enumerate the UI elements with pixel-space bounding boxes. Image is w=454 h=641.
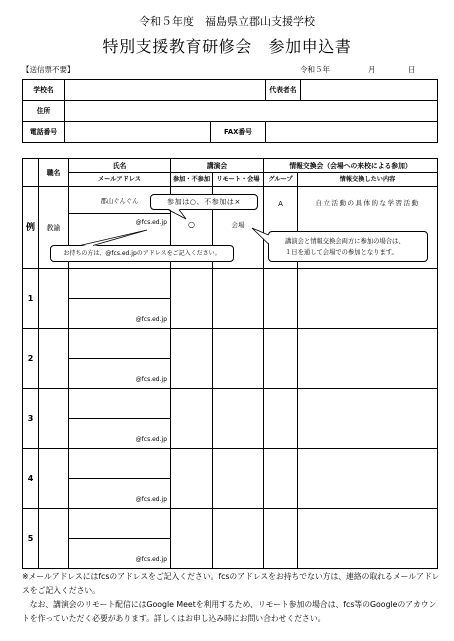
attend-field: [171, 509, 213, 569]
participants-table: [22, 158, 438, 569]
address-row: [23, 101, 438, 122]
example-email-domain: @fcs.ed.jp: [135, 219, 167, 226]
school-name-row: [23, 80, 438, 101]
name-field: [69, 450, 170, 479]
name-email-cell: [69, 389, 171, 449]
name-email-box: [69, 390, 170, 448]
remote-note: なお、講演会のリモート配信にはGoogle Meetを利用するため、リモート参加の場合は、fcs等のGoogleのアカウントを作っていただく必要があります。詳しくはお申し込み時にお問い合わせください。: [22, 600, 437, 623]
position-field: [39, 449, 69, 509]
venue-hint-line-1: 講演会と情報交換会両方に参加の場合は、: [285, 238, 405, 245]
row-number: 1: [23, 269, 39, 329]
address-field: [65, 101, 438, 122]
name-email-box: [69, 330, 170, 388]
school-name-field: [65, 80, 266, 101]
representative-field: [301, 80, 438, 101]
footer-notes: [22, 570, 440, 626]
name-field: [69, 390, 170, 419]
mode-field: [213, 389, 264, 449]
table-row: [23, 509, 438, 569]
group-field: [264, 509, 298, 569]
attend-hint-callout: 参加は○、不参加は×: [150, 194, 258, 210]
mode-field: [213, 449, 264, 509]
topic-field: [298, 389, 438, 449]
school-info-table: [22, 79, 438, 143]
venue-hint-callout: [268, 231, 428, 262]
position-field: [39, 389, 69, 449]
table-row: [23, 449, 438, 509]
exchange-header: 情報交換会（会場への来校による参加）: [264, 159, 438, 173]
header-row-1: [23, 159, 438, 173]
topic-field: [298, 269, 438, 329]
name-header: 氏名: [69, 159, 171, 173]
row-number: 4: [23, 449, 39, 509]
row-number-header: [23, 159, 39, 187]
group-field: [264, 449, 298, 509]
example-label: 例: [23, 187, 39, 269]
example-position: 教諭: [39, 187, 69, 269]
mode-field: [213, 509, 264, 569]
name-email-cell: [69, 269, 171, 329]
address-label: 住所: [23, 101, 65, 122]
name-email-box: [69, 450, 170, 508]
name-email-cell: [69, 449, 171, 509]
group-field: [264, 389, 298, 449]
position-header: 職名: [39, 159, 69, 187]
table-row: [23, 269, 438, 329]
header-row-2: [23, 173, 438, 187]
topic-field: [298, 329, 438, 389]
date-day: 日: [408, 65, 416, 74]
position-field: [39, 269, 69, 329]
lecture-header: 講演会: [171, 159, 264, 173]
example-topic: 自立活動の具体的な学習活動: [298, 187, 438, 269]
attend-field: [171, 449, 213, 509]
name-field: [69, 270, 170, 299]
phone-fax-row: [23, 122, 438, 143]
name-email-cell: [69, 329, 171, 389]
email-domain: @fcs.ed.jp: [135, 495, 167, 503]
group-field: [264, 329, 298, 389]
email-domain: @fcs.ed.jp: [135, 555, 167, 563]
topic-field: [298, 509, 438, 569]
email-header: メールアドレス: [69, 173, 171, 187]
date-month: 月: [368, 65, 376, 74]
example-mode: 会場: [213, 187, 264, 269]
attend-field: [171, 329, 213, 389]
form-title: 特別支援教育研修会 参加申込書: [102, 37, 352, 56]
row-number: 3: [23, 389, 39, 449]
name-email-box: [69, 510, 170, 568]
table-row: [23, 329, 438, 389]
venue-hint-line-2: １日を通して会場での参加となります。: [285, 249, 398, 256]
phone-field: [65, 122, 211, 143]
no-cover-sheet-note: 【送信票不要】: [22, 65, 75, 74]
email-note: ※メールアドレスにはfcsのアドレスをご記入ください。fcsのアドレスをお持ちでない方は、連絡の取れるメールアドレスをご記入ください。: [22, 572, 440, 595]
representative-label: 代表者名: [266, 80, 301, 101]
group-header: グループ: [264, 173, 298, 187]
email-hint-callout: お持ちの方は、@fcs.ed.jpのアドレスをご記入ください。: [50, 245, 234, 262]
lecture-attend-header: 参加・不参加: [171, 173, 213, 187]
mode-field: [213, 329, 264, 389]
phone-label: 電話番号: [23, 122, 65, 143]
example-attend: ○: [171, 187, 213, 269]
row-number: 5: [23, 509, 39, 569]
fax-field: [266, 122, 438, 143]
email-domain: @fcs.ed.jp: [135, 375, 167, 383]
group-field: [264, 269, 298, 329]
position-field: [39, 509, 69, 569]
row-number: 2: [23, 329, 39, 389]
email-domain: @fcs.ed.jp: [135, 315, 167, 323]
organizer-line: 令和５年度 福島県立郡山支援学校: [139, 15, 315, 28]
table-row: [23, 389, 438, 449]
school-name-label: 学校名: [23, 80, 65, 101]
mode-field: [213, 269, 264, 329]
name-email-cell: [69, 509, 171, 569]
topic-field: [298, 449, 438, 509]
attend-field: [171, 269, 213, 329]
name-field: [69, 510, 170, 539]
topic-header: 情報交換したい内容: [298, 173, 438, 187]
name-email-box: [69, 270, 170, 328]
email-domain: @fcs.ed.jp: [135, 435, 167, 443]
date-year: 令和５年: [300, 65, 330, 74]
position-field: [39, 329, 69, 389]
example-group: A: [264, 187, 298, 269]
attend-field: [171, 389, 213, 449]
example-name: 郡山ぐんぐん: [69, 187, 170, 214]
name-field: [69, 330, 170, 359]
fax-label: FAX番号: [211, 122, 266, 143]
lecture-mode-header: リモート・会場: [213, 173, 264, 187]
